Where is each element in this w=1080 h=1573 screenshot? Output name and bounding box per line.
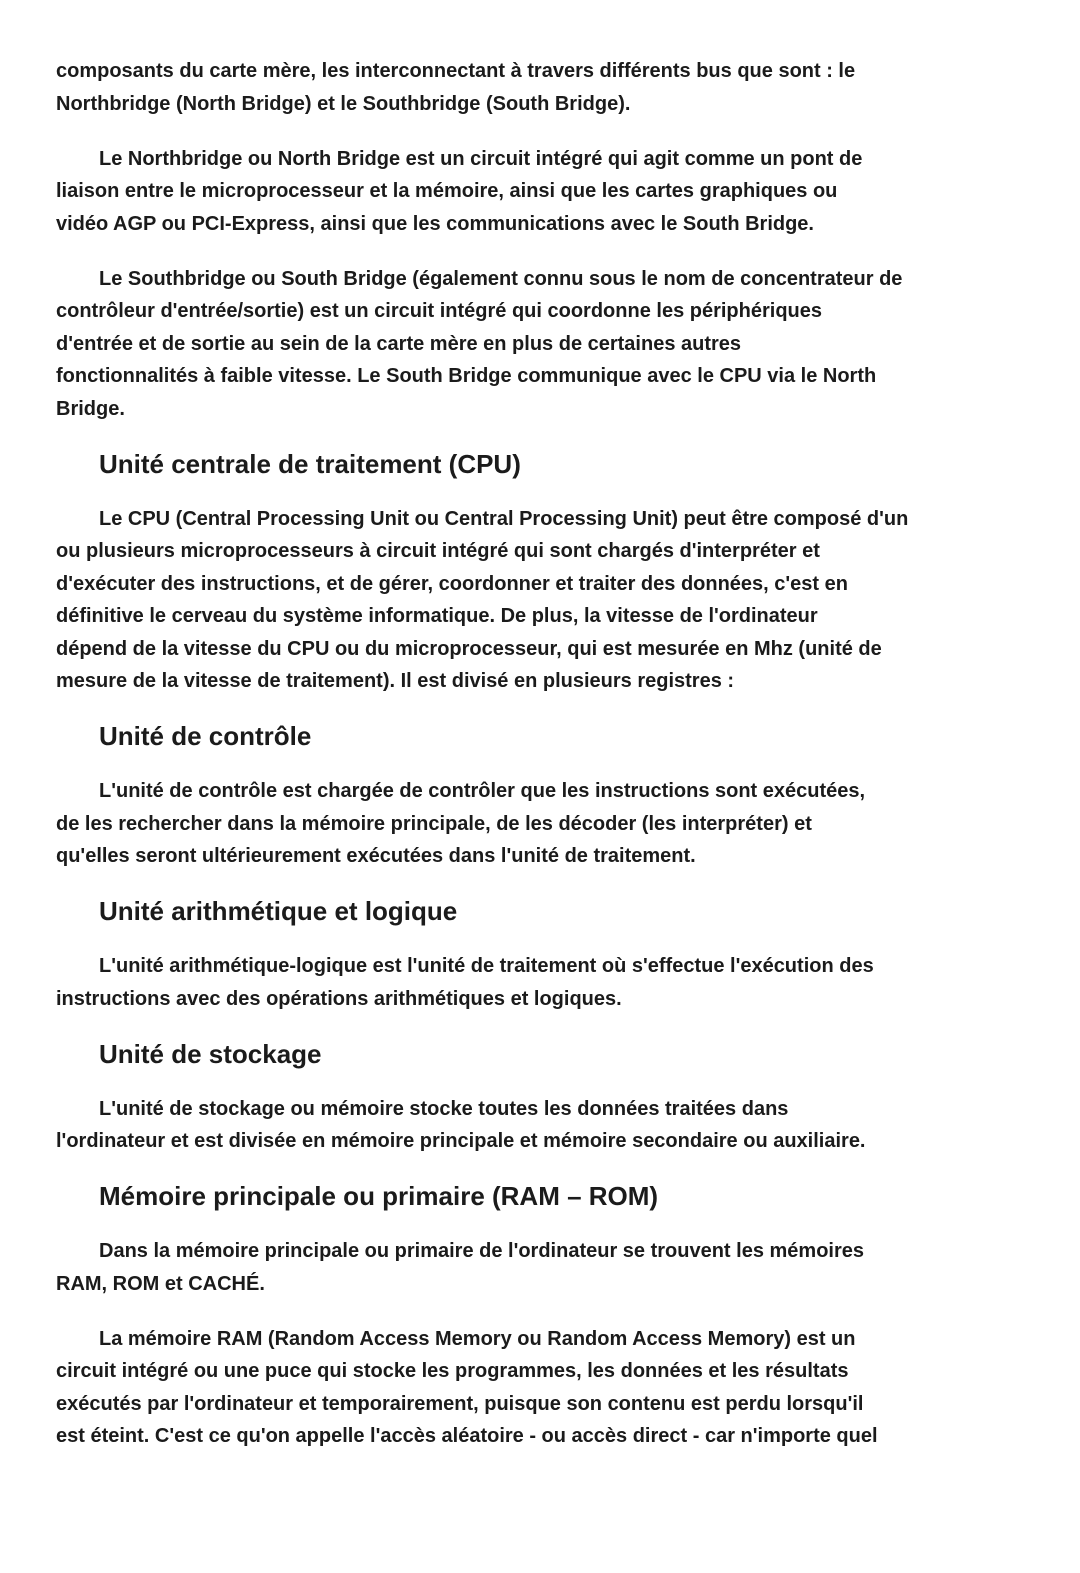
paragraph xyxy=(56,1093,1080,1158)
heading-text: Unité de stockage xyxy=(99,1038,322,1069)
section-heading xyxy=(56,1038,1080,1071)
paragraph xyxy=(56,55,1080,120)
paragraph-line: L'unité de contrôle est chargée de contrôler que les instructions sont exécutées, xyxy=(99,780,866,802)
paragraph-line: l'ordinateur et est divisée en mémoire principale et mémoire secondaire ou auxiliaire. xyxy=(56,1130,866,1152)
paragraph xyxy=(56,503,1080,698)
paragraph xyxy=(56,1235,1080,1300)
paragraph-line: RAM, ROM et CACHÉ. xyxy=(56,1272,265,1295)
paragraph-line: composants du carte mère, les interconnectant à travers différents bus que sont : le xyxy=(56,60,856,82)
section-heading xyxy=(56,448,1080,481)
paragraph-line: qu'elles seront ultérieurement exécutées dans l'unité de traitement. xyxy=(56,845,696,867)
section-heading xyxy=(56,895,1080,928)
paragraph-line: de les rechercher dans la mémoire principale, de les décoder (les interpréter) et xyxy=(56,812,812,835)
heading-text: Unité arithmétique et logique xyxy=(99,896,458,926)
paragraph-line: est éteint. C'est ce qu'on appelle l'accès aléatoire - ou accès direct - car n'importe quel xyxy=(56,1425,878,1447)
paragraph-line: Le CPU (Central Processing Unit ou Central Processing Unit) peut être composé d'un xyxy=(99,507,909,530)
paragraph-line: fonctionnalités à faible vitesse. Le South Bridge communique avec le CPU via le North xyxy=(56,365,877,387)
paragraph-line: dépend de la vitesse du CPU ou du microprocesseur, qui est mesurée en Mhz (unité de xyxy=(56,637,882,660)
section-heading xyxy=(56,720,1080,753)
paragraph-line: L'unité de stockage ou mémoire stocke toutes les données traitées dans xyxy=(99,1097,789,1120)
paragraph xyxy=(56,1323,1080,1453)
paragraph-line: Le Northbridge ou North Bridge est un circuit intégré qui agit comme un pont de xyxy=(99,147,863,170)
paragraph-line: Northbridge (North Bridge) et le Southbridge (South Bridge). xyxy=(56,92,631,115)
heading-text: Unité de contrôle xyxy=(99,721,312,751)
section-heading xyxy=(56,1180,1080,1213)
paragraph-line: d'entrée et de sortie au sein de la carte mère en plus de certaines autres xyxy=(56,332,742,355)
paragraph-line: ou plusieurs microprocesseurs à circuit intégré qui sont chargés d'interpréter et xyxy=(56,540,820,562)
paragraph-line: liaison entre le microprocesseur et la mémoire, ainsi que les cartes graphiques ou xyxy=(56,180,838,202)
paragraph-line: L'unité arithmétique-logique est l'unité de traitement où s'effectue l'exécution des xyxy=(99,955,874,977)
paragraph-line: Dans la mémoire principale ou primaire de l'ordinateur se trouvent les mémoires xyxy=(99,1240,864,1262)
paragraph-line: mesure de la vitesse de traitement). Il est divisé en plusieurs registres : xyxy=(56,670,735,692)
paragraph xyxy=(56,263,1080,426)
paragraph xyxy=(56,143,1080,241)
paragraph-line: exécutés par l'ordinateur et temporairement, puisque son contenu est perdu lorsqu'il xyxy=(56,1392,864,1415)
paragraph-line: instructions avec des opérations arithmétiques et logiques. xyxy=(56,987,622,1010)
heading-text: Unité centrale de traitement (CPU) xyxy=(99,448,521,479)
paragraph xyxy=(56,950,1080,1015)
paragraph-line: contrôleur d'entrée/sortie) est un circuit intégré qui coordonne les périphériques xyxy=(56,300,823,322)
paragraph-line: Bridge. xyxy=(56,397,125,420)
heading-text: Mémoire principale ou primaire (RAM – ROM) xyxy=(99,1181,659,1211)
paragraph-line: définitive le cerveau du système informatique. De plus, la vitesse de l'ordinateur xyxy=(56,605,818,627)
paragraph-line: d'exécuter des instructions, et de gérer, coordonner et traiter des données, c'est en xyxy=(56,572,848,595)
paragraph-line: La mémoire RAM (Random Access Memory ou Random Access Memory) est un xyxy=(99,1327,856,1350)
paragraph-line: vidéo AGP ou PCI-Express, ainsi que les communications avec le South Bridge. xyxy=(56,212,814,235)
paragraph-line: circuit intégré ou une puce qui stocke les programmes, les données et les résultats xyxy=(56,1360,849,1382)
paragraph xyxy=(56,775,1080,873)
paragraph-line: Le Southbridge ou South Bridge (également connu sous le nom de concentrateur de xyxy=(99,267,903,290)
